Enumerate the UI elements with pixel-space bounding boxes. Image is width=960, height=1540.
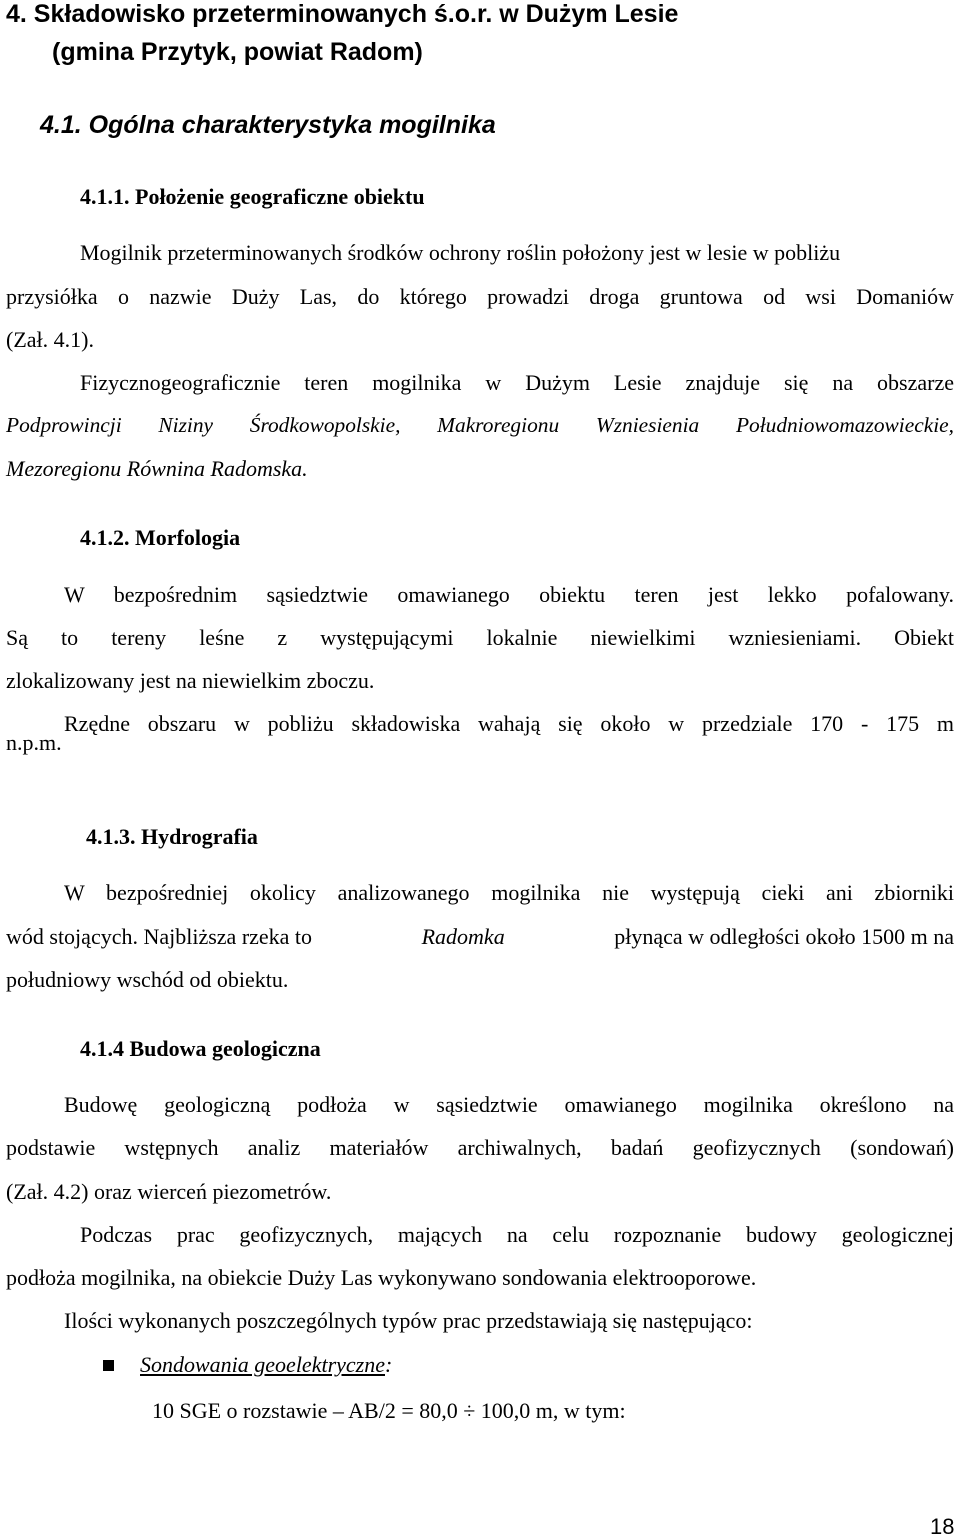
paragraph-line: Są to tereny leśne z występującymi lokalnie niewielkimi wzniesieniami. Obiekt	[6, 625, 954, 650]
section-title-line1: 4. Składowisko przeterminowanych ś.o.r. w Dużym Lesie	[6, 0, 679, 28]
paragraph-line: Budowę geologiczną podłoża w sąsiedztwie omawianego mogilnika określono na	[64, 1092, 954, 1117]
paragraph-line: Podczas prac geofizycznych, mających na celu rozpoznanie budowy geologicznej	[80, 1222, 954, 1247]
square-bullet-icon	[103, 1360, 114, 1371]
paragraph-line: południowy wschód od obiektu.	[6, 967, 289, 992]
paragraph-line-italic: Mezoregionu Równina Radomska.	[6, 456, 308, 481]
paragraph-line: (Zał. 4.2) oraz wierceń piezometrów.	[6, 1179, 332, 1204]
text-fragment: płynąca w odległości około 1500 m na	[608, 924, 954, 949]
subsection-title: 4.1. Ogólna charakterystyka mogilnika	[40, 111, 496, 139]
paragraph-line-italic: Podprowincji Niziny Środkowopolskie, Makroregionu Wzniesienia Południowomazowieckie,	[6, 413, 954, 437]
text-fragment: wód stojących. Najbliższa rzeka to	[6, 924, 318, 949]
paragraph-line: zlokalizowany jest na niewielkim zboczu.	[6, 668, 375, 693]
river-name: Radomka	[421, 924, 505, 949]
paragraph-line: podstawie wstępnych analiz materiałów archiwalnych, badań geofizycznych (sondowań)	[6, 1135, 954, 1160]
bullet-item	[140, 1352, 392, 1378]
paragraph-line: (Zał. 4.1).	[6, 327, 94, 352]
paragraph-line: przysiółka o nazwie Duży Las, do którego prowadzi droga gruntowa od wsi Domaniów	[6, 284, 954, 309]
paragraph-line: Ilości wykonanych poszczególnych typów prac przedstawiają się następująco:	[64, 1308, 753, 1333]
paragraph-line: Fizycznogeograficznie teren mogilnika w Dużym Lesie znajduje się na obszarze	[80, 370, 954, 395]
section-title-line2: (gmina Przytyk, powiat Radom)	[52, 38, 423, 66]
paragraph-line	[6, 924, 954, 950]
paragraph-line: n.p.m.	[6, 730, 62, 755]
paragraph-line: W bezpośredniej okolicy analizowanego mogilnika nie występują cieki ani zbiorniki	[64, 880, 954, 905]
heading-4-1-4: 4.1.4 Budowa geologiczna	[80, 1036, 321, 1061]
paragraph-line: W bezpośrednim sąsiedztwie omawianego obiektu teren jest lekko pofalowany.	[64, 582, 954, 607]
heading-4-1-2: 4.1.2. Morfologia	[80, 525, 241, 550]
paragraph-line: Mogilnik przeterminowanych środków ochrony roślin położony jest w lesie w pobliżu	[80, 240, 841, 265]
bullet-label: Sondowania geoelektryczne	[140, 1352, 385, 1377]
paragraph-line: podłoża mogilnika, na obiekcie Duży Las wykonywano sondowania elektrooporowe.	[6, 1265, 757, 1290]
heading-4-1-1: 4.1.1. Położenie geograficzne obiektu	[80, 184, 425, 209]
bullet-detail: 10 SGE o rozstawie – AB/2 = 80,0 ÷ 100,0 m, w tym:	[152, 1398, 626, 1423]
page-number: 18	[930, 1514, 955, 1539]
heading-4-1-3: 4.1.3. Hydrografia	[86, 824, 258, 849]
paragraph-line: Rzędne obszaru w pobliżu składowiska wahają się około w przedziale 170 - 175 m	[64, 711, 954, 736]
bullet-colon: :	[385, 1352, 393, 1377]
